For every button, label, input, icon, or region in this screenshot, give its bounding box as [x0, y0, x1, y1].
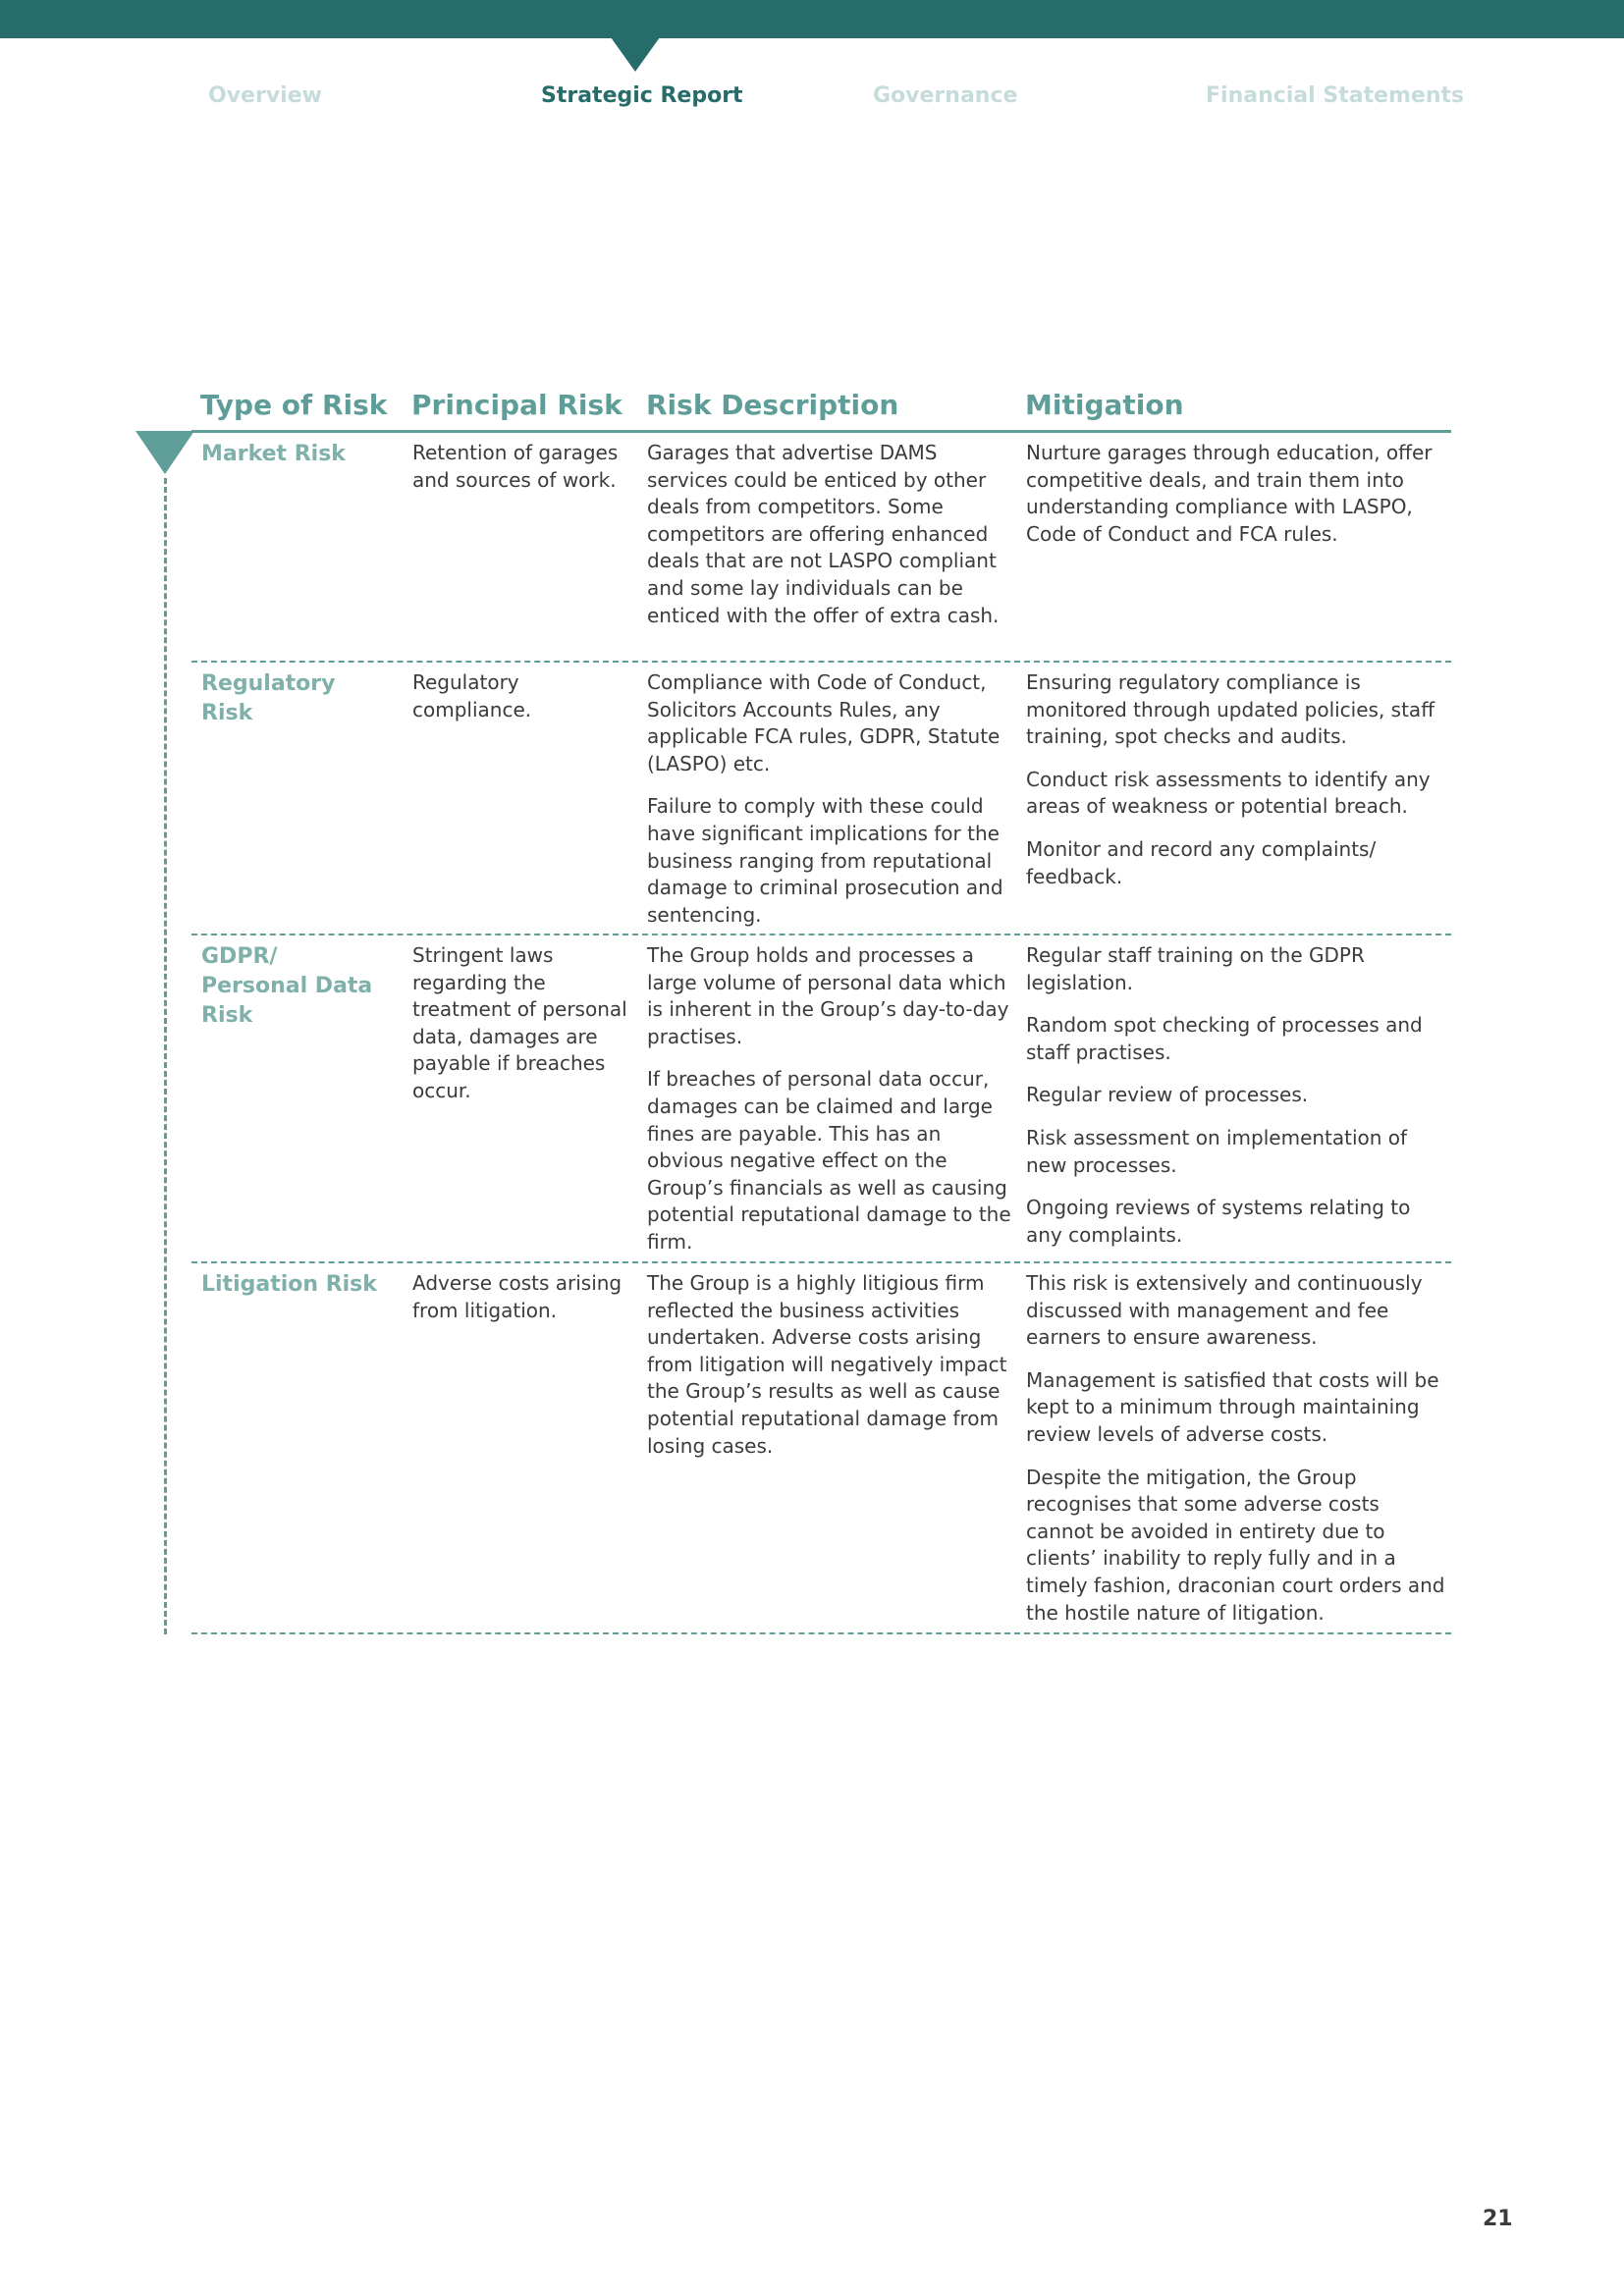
table-row	[191, 1263, 1451, 1634]
mitigation	[1026, 669, 1448, 906]
mitigation-paragraph: Ongoing reviews of systems relating to any complaints.	[1026, 1196, 1411, 1247]
description-paragraph: Garages that advertise DAMS services could be enticed by other deals from competitors. Some competitors are offering enhanced deals that are not LASPO compliant and some lay individuals can be enticed with the offer of extra cash.	[647, 441, 1000, 627]
principal-risk: Stringent laws regarding the treatment of personal data, damages are payable if breaches occur.	[412, 943, 627, 1102]
risk-type: Market Risk	[201, 442, 346, 466]
mitigation-paragraph: Risk assessment on implementation of new processes.	[1026, 1125, 1408, 1177]
risk-description	[647, 1270, 1020, 1475]
table-row	[191, 935, 1451, 1263]
table-row	[191, 433, 1451, 663]
nav-tab-overview[interactable]: Overview	[208, 83, 322, 108]
table-row	[191, 663, 1451, 935]
risk-description	[647, 942, 1020, 1272]
mitigation-paragraph: Management is satisfied that costs will be kept to a minimum through maintaining review levels of adverse costs.	[1026, 1367, 1439, 1446]
description-paragraph: Failure to comply with these could have significant implications for the business ranging from reputational damage to criminal prosecution and sentencing.	[647, 794, 1003, 927]
nav-tab-strategic-report[interactable]: Strategic Report	[541, 83, 743, 108]
header-type-of-risk: Type of Risk	[200, 389, 388, 421]
header-risk-description: Risk Description	[646, 389, 899, 421]
risk-type: Litigation Risk	[201, 1272, 377, 1297]
mitigation	[1026, 1270, 1448, 1642]
nav-tab-financial-statements[interactable]: Financial Statements	[1206, 83, 1465, 108]
principal-risk: Regulatory compliance.	[412, 670, 532, 721]
mitigation-paragraph: Random spot checking of processes and staff practises.	[1026, 1013, 1423, 1064]
description-paragraph: Compliance with Code of Conduct, Solicitors Accounts Rules, any applicable FCA rules, GDPR, Statute (LASPO) etc.	[647, 670, 1001, 775]
mitigation	[1026, 942, 1448, 1264]
header-mitigation: Mitigation	[1025, 389, 1184, 421]
description-paragraph: The Group holds and processes a large volume of personal data which is inherent in the Group’s day-to-day practises.	[647, 943, 1009, 1048]
risk-table	[0, 433, 1624, 1634]
risk-type: GDPR/ Personal Data Risk	[201, 944, 373, 1028]
nav-tab-governance[interactable]: Governance	[873, 83, 1018, 108]
mitigation-paragraph: Despite the mitigation, the Group recognises that some adverse costs cannot be avoided in entirety due to clients’ inability to reply fully and in a timely fashion, draconian court orders and the hostile nature of litigation.	[1026, 1465, 1445, 1625]
principal-risk: Adverse costs arising from litigation.	[412, 1271, 623, 1322]
risk-description	[647, 669, 1020, 944]
mitigation-paragraph: This risk is extensively and continuously discussed with management and fee earners to ensure awareness.	[1026, 1271, 1423, 1350]
top-banner	[0, 0, 1624, 38]
risk-type: Regulatory Risk	[201, 671, 336, 725]
active-section-pointer-icon	[611, 37, 660, 72]
description-paragraph: If breaches of personal data occur, damages can be claimed and large fines are payable. This has an obvious negative effect on the Group’s financials as well as causing potential reputational damage to the firm.	[647, 1067, 1011, 1254]
principal-risk: Retention of garages and sources of work.	[412, 441, 619, 492]
description-paragraph: The Group is a highly litigious firm reflected the business activities undertaken. Adverse costs arising from litigation will negatively impact the Group’s results as well as cause potential reputational damage from losing cases.	[647, 1271, 1007, 1458]
mitigation	[1026, 440, 1448, 563]
mitigation-paragraph: Regular staff training on the GDPR legislation.	[1026, 943, 1365, 994]
page-number: 21	[1483, 2207, 1513, 2231]
risk-description	[647, 440, 1020, 645]
mitigation-paragraph: Ensuring regulatory compliance is monitored through updated policies, staff training, spot checks and audits.	[1026, 670, 1435, 749]
mitigation-paragraph: Nurture garages through education, offer competitive deals, and train them into understanding compliance with LASPO, Code of Conduct and FCA rules.	[1026, 441, 1433, 546]
header-principal-risk: Principal Risk	[411, 389, 623, 421]
mitigation-paragraph: Conduct risk assessments to identify any areas of weakness or potential breach.	[1026, 767, 1431, 819]
mitigation-paragraph: Monitor and record any complaints/ feedback.	[1026, 836, 1377, 888]
mitigation-paragraph: Regular review of processes.	[1026, 1083, 1309, 1107]
